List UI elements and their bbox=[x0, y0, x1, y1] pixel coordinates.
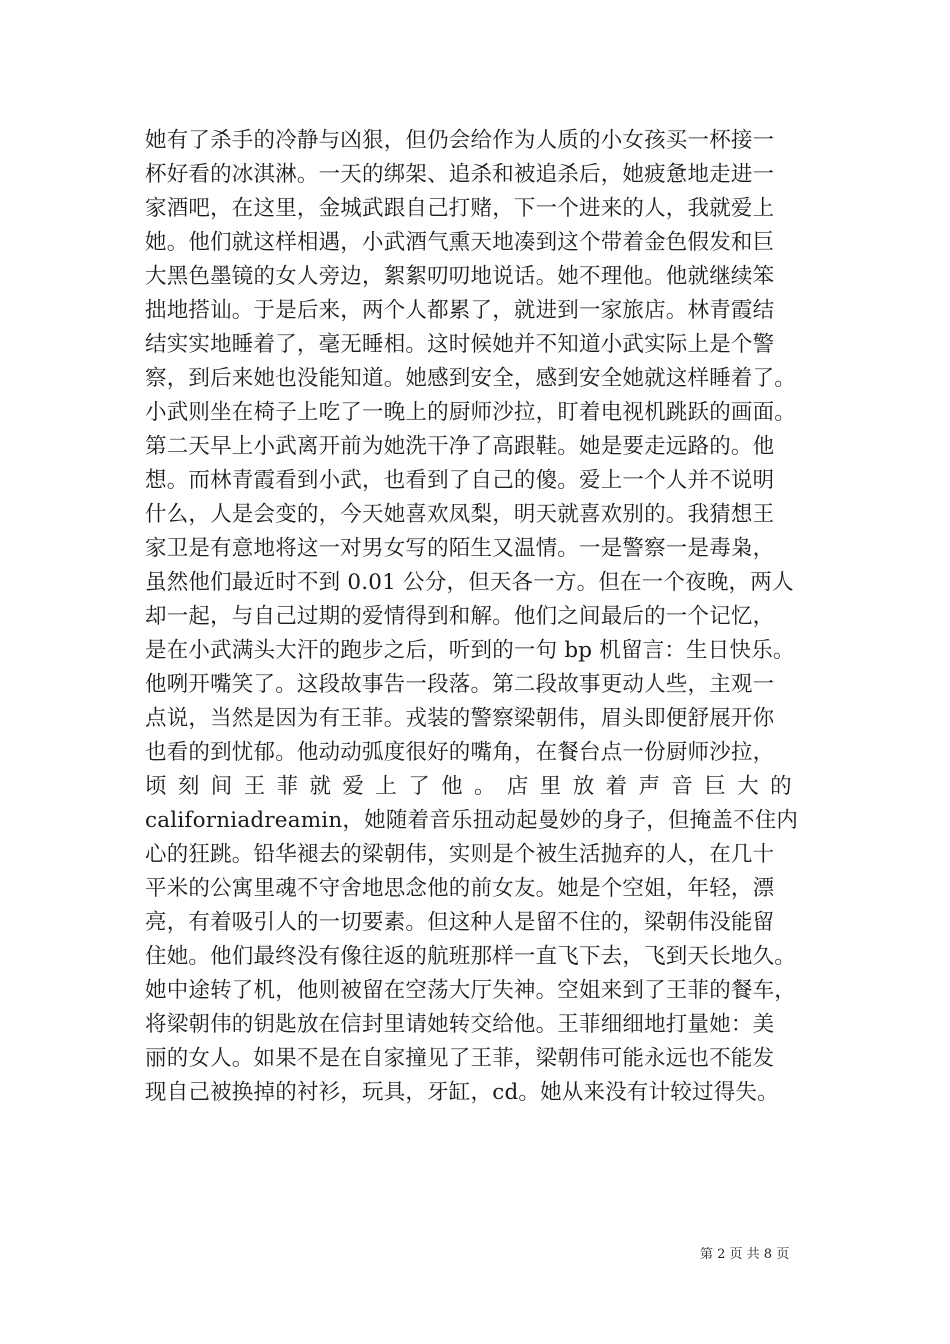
text-line: 心的狂跳。铅华褪去的梁朝伟，实则是个被生活抛弃的人，在几十 bbox=[145, 842, 775, 867]
text-line: 小武则坐在椅子上吃了一晚上的厨师沙拉，盯着电视机跳跃的画面。 bbox=[145, 400, 797, 425]
text-line: 他咧开嘴笑了。这段故事告一段落。第二段故事更动人些，主观一 bbox=[145, 672, 775, 697]
text-line: 她有了杀手的冷静与凶狠，但仍会给作为人质的小女孩买一杯接一 bbox=[145, 128, 775, 153]
text-line: 第二天早上小武离开前为她洗干净了高跟鞋。她是要走远路的。他 bbox=[145, 434, 775, 459]
text-line: 想。而林青霞看到小武，也看到了自己的傻。爱上一个人并不说明 bbox=[145, 468, 775, 493]
text-line: 也看的到忧郁。他动动弧度很好的嘴角，在餐台点一份厨师沙拉， bbox=[145, 740, 775, 765]
text-line: 丽的女人。如果不是在自家撞见了王菲，梁朝伟可能永远也不能发 bbox=[145, 1046, 775, 1071]
text-line: 是在小武满头大汗的跑步之后，听到的一句 bp 机留言：生日快乐。 bbox=[145, 638, 795, 663]
text-line: californiadreamin，她随着音乐扭动起曼妙的身子，但掩盖不住内 bbox=[145, 808, 799, 833]
text-line: 察，到后来她也没能知道。她感到安全，感到安全她就这样睡着了。 bbox=[145, 366, 797, 391]
text-line: 拙地搭讪。于是后来，两个人都累了，就进到一家旅店。林青霞结 bbox=[145, 298, 775, 323]
text-line: 虽然他们最近时不到 0.01 公分，但天各一方。但在一个夜晚，两人 bbox=[145, 570, 794, 595]
page-number-footer: 第 2 页 共 8 页 bbox=[700, 1247, 790, 1262]
text-line: 她中途转了机，他则被留在空荡大厅失神。空姐来到了王菲的餐车， bbox=[145, 978, 797, 1003]
text-line: 现自己被换掉的衬衫，玩具，牙缸，cd。她从来没有计较过得失。 bbox=[145, 1080, 779, 1105]
text-line: 什么，人是会变的，今天她喜欢凤梨，明天就喜欢别的。我猜想王 bbox=[145, 502, 775, 527]
text-line: 却一起，与自己过期的爱情得到和解。他们之间最后的一个记忆， bbox=[145, 604, 775, 629]
text-line: 家酒吧，在这里，金城武跟自己打赌，下一个进来的人，我就爱上 bbox=[145, 196, 775, 221]
text-line: 亮，有着吸引人的一切要素。但这种人是留不住的，梁朝伟没能留 bbox=[145, 910, 775, 935]
text-line: 平米的公寓里魂不守舍地思念他的前女友。她是个空姐，年轻，漂 bbox=[145, 876, 775, 901]
text-line: 大黑色墨镜的女人旁边，絮絮叨叨地说话。她不理他。他就继续笨 bbox=[145, 264, 775, 289]
text-line: 杯好看的冰淇淋。一天的绑架、追杀和被追杀后，她疲惫地走进一 bbox=[145, 162, 775, 187]
text-line: 点说，当然是因为有王菲。戎装的警察梁朝伟，眉头即便舒展开你 bbox=[145, 706, 775, 731]
text-line-justified: 顷刻间王菲就爱上了他。店里放着声音巨大的 bbox=[145, 774, 804, 799]
text-line: 她。他们就这样相遇，小武酒气熏天地凑到这个带着金色假发和巨 bbox=[145, 230, 775, 255]
text-line: 将梁朝伟的钥匙放在信封里请她转交给他。王菲细细地打量她：美 bbox=[145, 1012, 775, 1037]
text-line: 住她。他们最终没有像往返的航班那样一直飞下去，飞到天长地久。 bbox=[145, 944, 797, 969]
text-line: 家卫是有意地将这一对男女写的陌生又温情。一是警察一是毒枭， bbox=[145, 536, 775, 561]
body-text bbox=[145, 124, 825, 1110]
text-line: 结实实地睡着了，毫无睡相。这时候她并不知道小武实际上是个警 bbox=[145, 332, 775, 357]
